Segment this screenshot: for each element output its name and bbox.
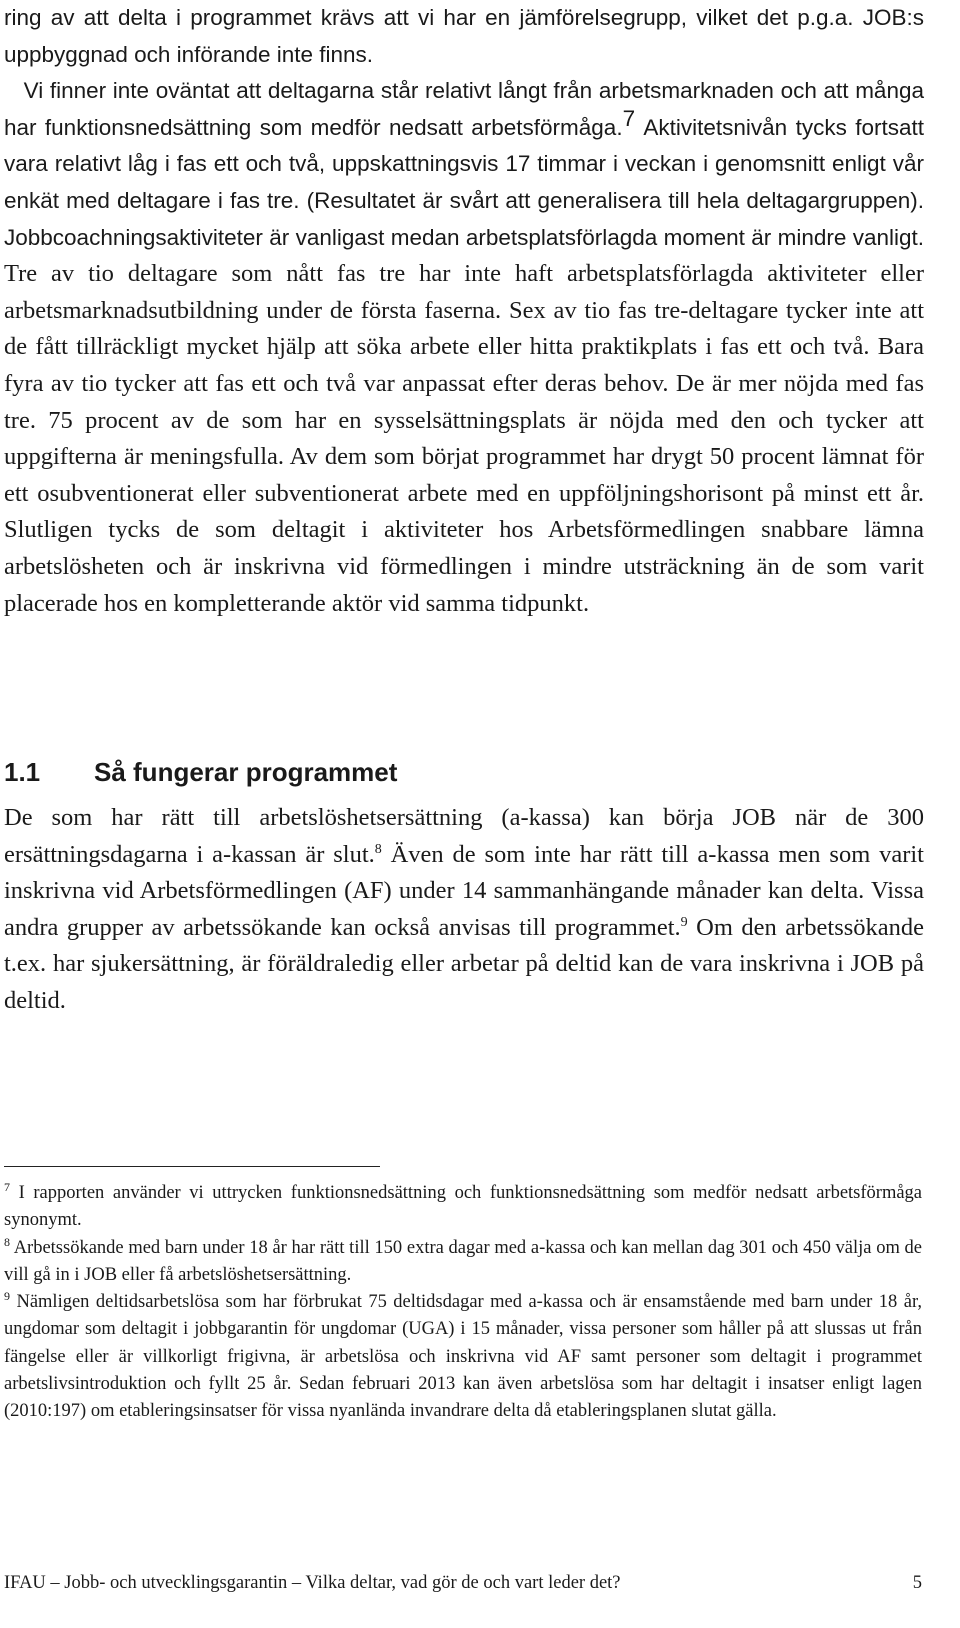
section-heading: [4, 752, 924, 792]
page-footer: [4, 1568, 922, 1598]
footnote-number: 7: [4, 1179, 10, 1194]
paragraph-2-part-1: De som har rätt till arbetslöshetsersättning (a-kassa) kan börja JOB när de 300 ersättningsdagarna i a-kassan är slut.: [4, 804, 924, 868]
footnote-separator: [4, 1166, 380, 1167]
running-title: IFAU – Jobb- och utvecklingsgarantin – Vilka deltar, vad gör de och vart leder det?: [4, 1573, 621, 1593]
footnotes: [4, 1180, 922, 1426]
footnote-7: [4, 1180, 922, 1235]
footnote-ref-8: 8: [374, 841, 382, 857]
footnote-8: [4, 1235, 922, 1290]
paragraph-1-part-2: Vi finner inte oväntat att deltagarna står relativt långt från arbetsmarknaden och att många har funktionsnedsättning som medför nedsatt arbetsförmåga.: [4, 78, 924, 140]
paragraph-1-part-1: ring av att delta i programmet krävs att vi har en jämförelsegrupp, vilket det p.g.a. JOB:s uppbyggnad och införande inte finns.: [4, 5, 924, 67]
body-paragraph-1: [4, 0, 924, 622]
footnote-ref-7: 7: [622, 105, 636, 131]
footnote-text: Nämligen deltidsarbetslösa som har förbrukat 75 deltidsdagar med a-kassa och är ensamstående med barn under 18 år, ungdomar som deltagit i jobbgarantin för ungdomar (UGA) i 15 månader, vissa personer som håller på att slussas ut från fängelse eller är villkorligt frigivna, är arbetslösa och inskrivna vid AF samt personer som deltagit i programmet arbetslivsintroduktion och fyllt 25 år. Sedan februari 2013 kan även arbetslösa som har deltagit i insatser enligt lagen (2010:197) om etableringsinsatser för vissa nyanlända invandrare delta då etableringsplanen slutat gälla.: [4, 1292, 922, 1422]
footnote-ref-9: 9: [680, 914, 688, 930]
footnote-number: 9: [4, 1289, 10, 1304]
section-title: Så fungerar programmet: [94, 757, 398, 787]
paragraph-2-part-2: Även de som inte har rätt till a-kassa men som varit inskrivna vid Arbetsförmedlingen (AF) under 14 sammanhängande månader kan delta. Vissa andra grupper av arbetssökande kan också anvisas till programmet.: [4, 840, 924, 941]
footnote-number: 8: [4, 1234, 10, 1249]
page-number: 5: [912, 1573, 922, 1593]
section-number: 1.1: [4, 757, 41, 787]
footnote-9: [4, 1289, 922, 1425]
footnote-text: I rapporten använder vi uttrycken funktionsnedsättning och funktionsnedsättning som medför nedsatt arbetsförmåga synonymt.: [4, 1183, 923, 1231]
paragraph-1-part-4: Tre av tio deltagare som nått fas tre har inte haft arbetsplatsförlagda aktiviteter eller arbetsmarknadsutbildning under de första faserna. Sex av tio fas tre-deltagare tycker inte att de fått tillräckligt mycket hjälp att söka arbete eller hitta praktikplats i fas ett och två. Bara fyra av tio tycker att fas ett och två var anpassat efter deras behov. De är mer nöjda med fas tre. 75 procent av de som har en sysselsättningsplats är nöjda med den och tycker att uppgifterna är meningsfulla. Av dem som börjat programmet har drygt 50 procent lämnat för ett osubventionerat eller subventionerat arbete med en uppföljningshorisont på minst ett år. Slutligen tycks de som deltagit i aktiviteter hos Arbetsförmedlingen snabbare lämna arbetslösheten och är inskrivna vid förmedlingen i mindre utsträckning än de som varit placerade hos en kompletterande aktör vid samma tidpunkt.: [4, 260, 924, 617]
paragraph-2-part-3: Om den arbetssökande t.ex. har sjukersättning, är föräldraledig eller arbetar på deltid kan de vara inskrivna i JOB på deltid.: [4, 913, 925, 1014]
footnote-text: Arbetssökande med barn under 18 år har rätt till 150 extra dagar med a-kassa och kan mellan dag 301 och 450 välja om de vill gå in i JOB eller få arbetslöshetsersättning.: [4, 1237, 922, 1285]
paragraph-1-part-3: Aktivitetsnivån tycks fortsatt vara relativt låg i fas ett och två, uppskattningsvis 17 timmar i veckan i genomsnitt enligt vår enkät med deltagare i fas tre. (Resultatet är svårt att generalisera till hela deltagargruppen). Jobbcoachningsaktiviteter är vanligast medan arbetsplatsförlagda moment är mindre vanligt.: [4, 114, 925, 250]
body-paragraph-2: [4, 800, 924, 1020]
